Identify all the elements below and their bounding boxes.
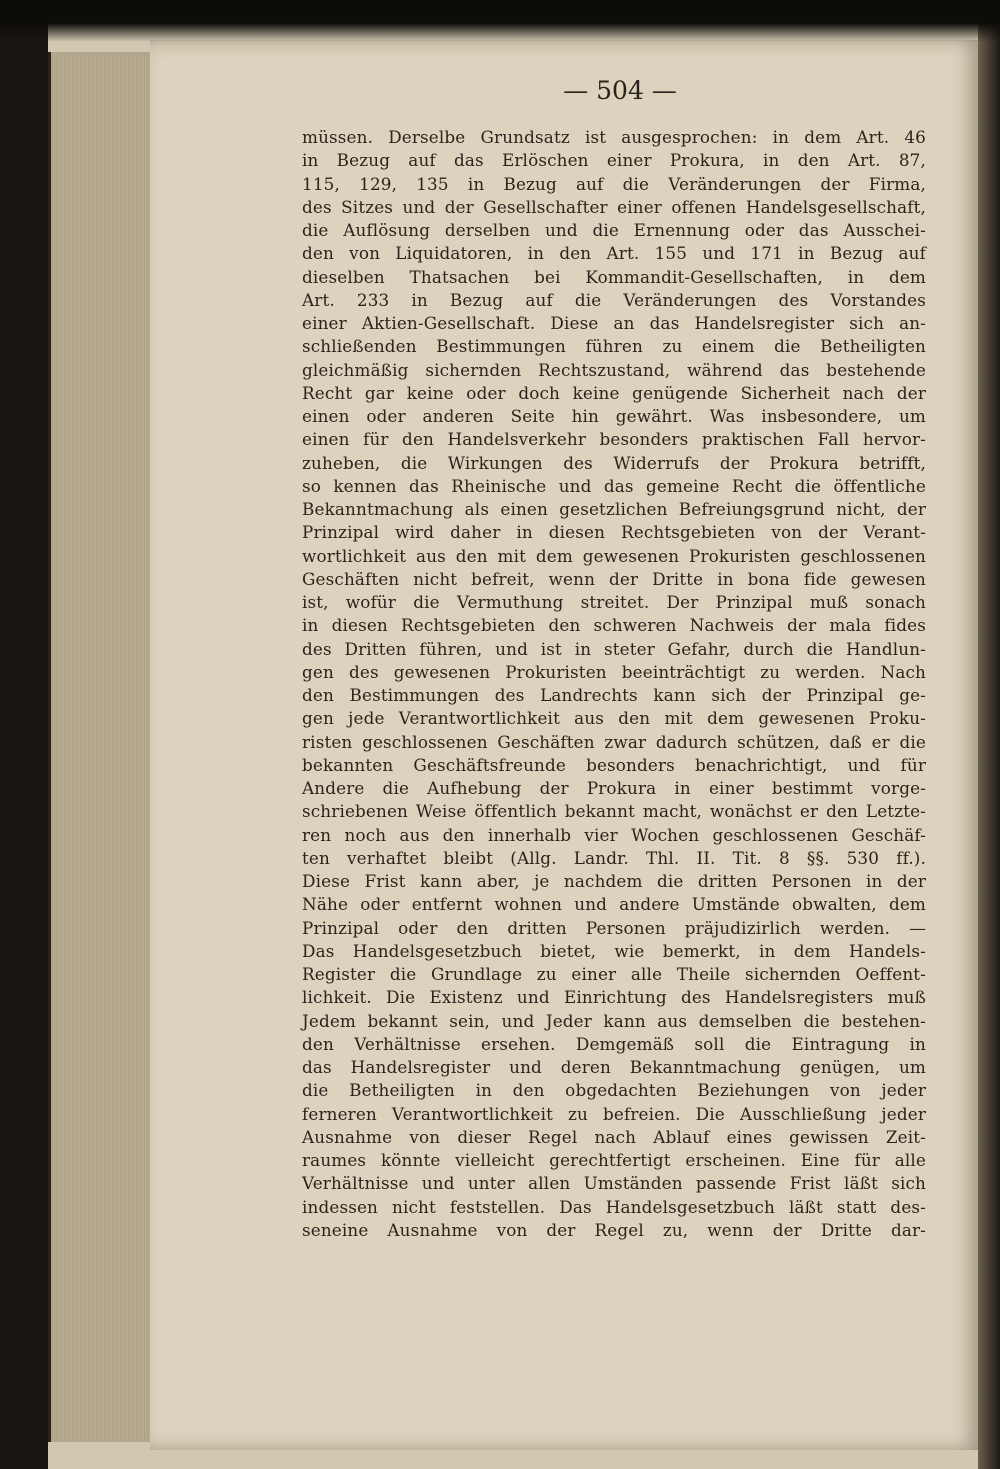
text-line: den von Liquidatoren, in den Art. 155 und 171 in Bezug auf xyxy=(302,243,926,264)
text-line: müssen. Derselbe Grundsatz ist ausgesprochen: in dem Art. 46 xyxy=(302,127,926,147)
text-line: ist, wofür die Vermuthung streitet. Der Prinzipal muß sonach xyxy=(302,592,926,612)
text-line: zuheben, die Wirkungen des Widerrufs der Prokura betrifft, xyxy=(302,452,926,473)
text-line: indessen nicht feststellen. Das Handelsgesetzbuch läßt statt des- xyxy=(302,1196,926,1217)
text-line: die Betheiligten in den obgedachten Beziehungen von jeder xyxy=(302,1080,926,1101)
text-line: Ausnahme von dieser Regel nach Ablauf eines gewissen Zeit- xyxy=(302,1126,926,1147)
text-line: raumes könnte vielleicht gerechtfertigt erscheinen. Eine für alle xyxy=(302,1150,926,1170)
text-line: gen jede Verantwortlichkeit aus den mit dem gewesenen Proku- xyxy=(302,708,926,729)
text-line: 115, 129, 135 in Bezug auf die Veränderungen der Firma, xyxy=(302,173,926,194)
text-line: ren noch aus den innerhalb vier Wochen geschlossenen Geschäf- xyxy=(302,824,926,845)
text-line: wortlichkeit aus den mit dem gewesenen Prokuristen geschlossenen xyxy=(302,545,926,566)
text-line: die Auflösung derselben und die Ernennung oder das Ausschei- xyxy=(302,220,926,240)
text-line: Recht gar keine oder doch keine genügende Sicherheit nach der xyxy=(302,382,926,403)
text-line: in diesen Rechtsgebieten den schweren Nachweis der mala fides xyxy=(302,615,926,636)
text-line: gleichmäßig sichernden Rechtszustand, während das bestehende xyxy=(302,359,926,380)
text-line: einen für den Handelsverkehr besonders praktischen Fall hervor- xyxy=(302,429,926,450)
text-line: Bekanntmachung als einen gesetzlichen Befreiungsgrund nicht, der xyxy=(302,499,926,519)
text-line: Diese Frist kann aber, je nachdem die dritten Personen in der xyxy=(302,871,926,891)
text-line: so kennen das Rheinische und das gemeine Recht die öffentliche xyxy=(302,475,926,496)
text-line: einen oder anderen Seite hin gewährt. Was insbesondere, um xyxy=(302,406,926,426)
text-line: Andere die Aufhebung der Prokura in einer bestimmt vorge- xyxy=(302,778,926,798)
text-line: in Bezug auf das Erlöschen einer Prokura, in den Art. 87, xyxy=(302,150,926,171)
text-line: das Handelsregister und deren Bekanntmachung genügen, um xyxy=(302,1057,926,1077)
text-line: seneine Ausnahme von der Regel zu, wenn der Dritte dar- xyxy=(302,1219,926,1240)
text-line: Register die Grundlage zu einer alle Theile sichernden Oeffent- xyxy=(302,964,926,984)
text-line: Das Handelsgesetzbuch bietet, wie bemerkt, in dem Handels- xyxy=(302,940,926,961)
text-line: schließenden Bestimmungen führen zu einem die Betheiligten xyxy=(302,336,926,357)
text-line: Prinzipal wird daher in diesen Rechtsgebieten von der Verant- xyxy=(302,522,926,543)
text-line: ferneren Verantwortlichkeit zu befreien. Die Ausschließung jeder xyxy=(302,1103,926,1124)
text-line: den Verhältnisse ersehen. Demgemäß soll die Eintragung in xyxy=(302,1033,926,1054)
text-line: dieselben Thatsachen bei Kommandit-Gesellschaften, in dem xyxy=(302,266,926,287)
text-line: bekannten Geschäftsfreunde besonders benachrichtigt, und für xyxy=(302,754,926,775)
text-line: ten verhaftet bleibt (Allg. Landr. Thl. II. Tit. 8 §§. 530 ff.). xyxy=(302,847,926,868)
right-binding xyxy=(978,0,1000,1469)
book-cover xyxy=(0,0,48,1469)
text-line: Art. 233 in Bezug auf die Veränderungen des Vorstandes xyxy=(302,289,926,310)
text-line: Nähe oder entfernt wohnen und andere Umstände obwalten, dem xyxy=(302,894,926,915)
top-shadow xyxy=(0,0,1000,42)
text-line: den Bestimmungen des Landrechts kann sich der Prinzipal ge- xyxy=(302,685,926,705)
text-line: lichkeit. Die Existenz und Einrichtung des Handelsregisters muß xyxy=(302,987,926,1008)
page-number: — 504 — xyxy=(563,76,677,105)
text-line: risten geschlossenen Geschäften zwar dadurch schützen, daß er die xyxy=(302,731,926,752)
text-line: Verhältnisse und unter allen Umständen passende Frist läßt sich xyxy=(302,1173,926,1194)
text-line: Jedem bekannt sein, und Jeder kann aus demselben die bestehen- xyxy=(302,1010,926,1031)
text-line: Geschäften nicht befreit, wenn der Dritte in bona fide gewesen xyxy=(302,568,926,589)
text-line: einer Aktien-Gesellschaft. Diese an das Handelsregister sich an- xyxy=(302,313,926,333)
text-line: Prinzipal oder den dritten Personen präjudizirlich werden. — xyxy=(302,917,926,938)
text-line: gen des gewesenen Prokuristen beeinträchtigt zu werden. Nach xyxy=(302,661,926,682)
text-line: schriebenen Weise öffentlich bekannt macht, wonächst er den Letzte- xyxy=(302,801,926,822)
text-line: des Sitzes und der Gesellschafter einer offenen Handelsgesellschaft, xyxy=(302,196,926,217)
text-line: des Dritten führen, und ist in steter Gefahr, durch die Handlun- xyxy=(302,638,926,659)
body-text xyxy=(302,126,926,1242)
